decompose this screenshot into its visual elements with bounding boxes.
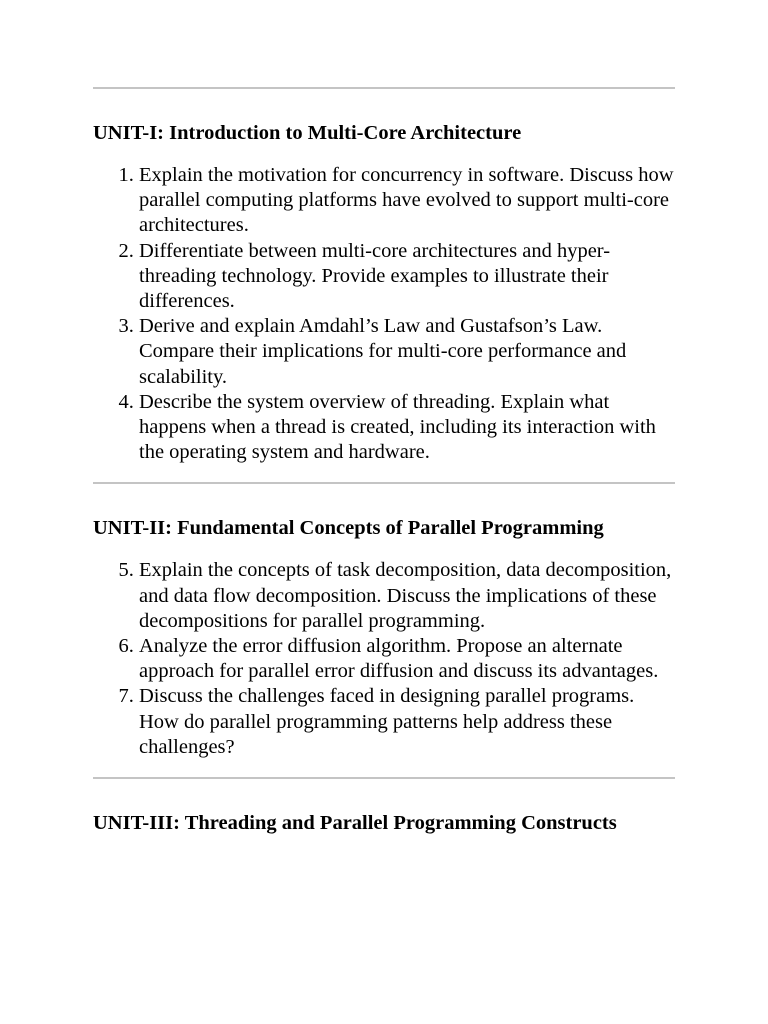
question-list xyxy=(93,558,675,760)
question-item: 1. Explain the motivation for concurrency in software. Discuss how parallel computing platforms have evolved to support multi-core architectures. xyxy=(139,163,675,239)
divider xyxy=(93,482,675,484)
question-item: 7. Discuss the challenges faced in designing parallel programs. How do parallel programming patterns help address these challenges? xyxy=(139,684,675,760)
question-item: 6. Analyze the error diffusion algorithm. Propose an alternate approach for parallel error diffusion and discuss its advantages. xyxy=(139,634,675,684)
unit-1-section xyxy=(93,121,675,465)
question-item: 2. Differentiate between multi-core architectures and hyper-threading technology. Provide examples to illustrate their differences. xyxy=(139,239,675,315)
unit-2-section xyxy=(93,516,675,760)
question-list xyxy=(93,163,675,465)
unit-heading: UNIT-II: Fundamental Concepts of Parallel Programming xyxy=(93,517,604,540)
document-page xyxy=(93,0,675,836)
divider xyxy=(93,87,675,89)
question-item: 4. Describe the system overview of threading. Explain what happens when a thread is created, including its interaction with the operating system and hardware. xyxy=(139,390,675,466)
question-item: 5. Explain the concepts of task decomposition, data decomposition, and data flow decomposition. Discuss the implications of these decompositions for parallel programming. xyxy=(139,558,675,634)
unit-3-section xyxy=(93,811,675,836)
unit-heading: UNIT-I: Introduction to Multi-Core Architecture xyxy=(93,122,522,144)
unit-heading: UNIT-III: Threading and Parallel Programming Constructs xyxy=(93,812,617,835)
question-item: 3. Derive and explain Amdahl’s Law and Gustafson’s Law. Compare their implications for multi-core performance and scalability. xyxy=(139,314,675,390)
divider xyxy=(93,777,675,779)
